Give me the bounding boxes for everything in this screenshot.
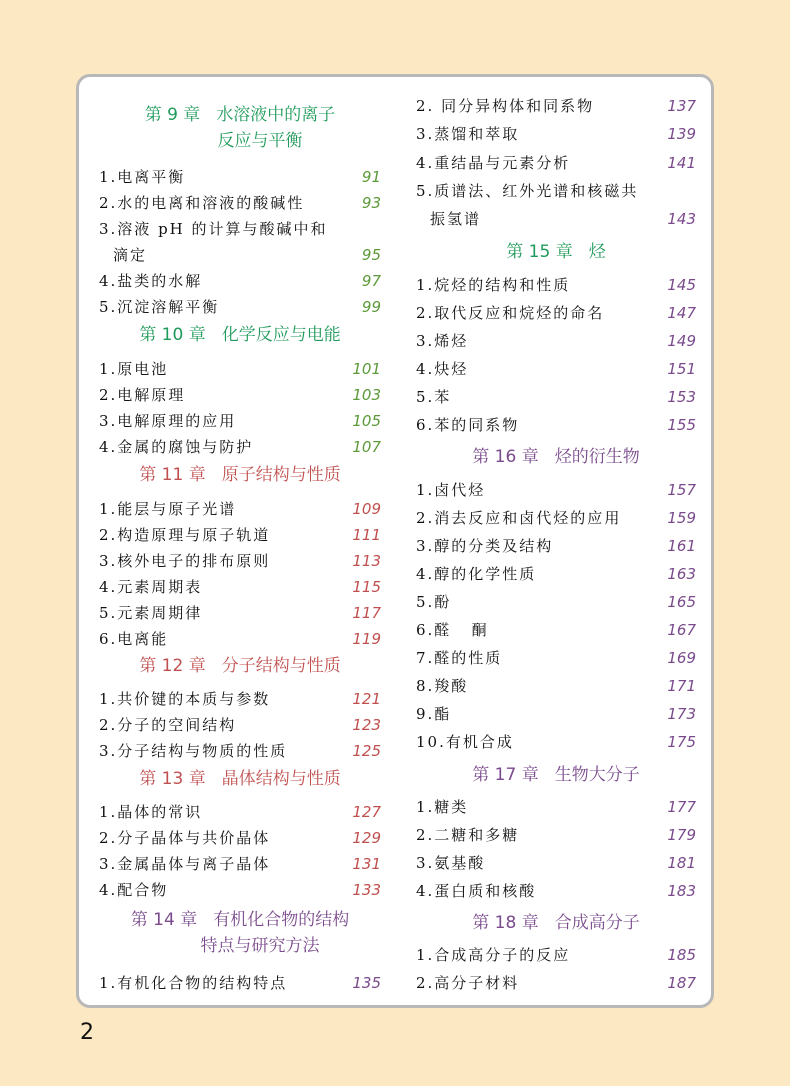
entry-title: 2.分子晶体与共价晶体 bbox=[99, 829, 271, 847]
toc-entry[interactable] bbox=[416, 273, 696, 297]
toc-entry[interactable] bbox=[416, 646, 696, 670]
chapter-17-heading[interactable] bbox=[416, 762, 696, 788]
entry-page: 121 bbox=[352, 690, 381, 708]
toc-entry[interactable] bbox=[416, 385, 696, 409]
entry-page: 171 bbox=[667, 677, 696, 695]
entry-title: 2.取代反应和烷烃的命名 bbox=[416, 304, 605, 322]
entry-title: 4.醇的化学性质 bbox=[416, 565, 537, 583]
toc-entry[interactable] bbox=[416, 943, 696, 967]
entry-page: 187 bbox=[667, 974, 696, 992]
entry-title: 2.消去反应和卤代烃的应用 bbox=[416, 509, 622, 527]
toc-entry[interactable] bbox=[99, 497, 381, 521]
entry-page: 93 bbox=[361, 194, 381, 212]
entry-title: 滴定 bbox=[113, 246, 148, 264]
entry-page: 161 bbox=[667, 537, 696, 555]
entry-page: 105 bbox=[352, 412, 381, 430]
chapter-title: 烃 bbox=[588, 242, 606, 262]
entry-page: 153 bbox=[667, 388, 696, 406]
entry-page: 133 bbox=[352, 881, 381, 899]
chapter-9-heading[interactable] bbox=[99, 102, 381, 154]
entry-page: 123 bbox=[352, 716, 381, 734]
toc-entry[interactable] bbox=[99, 217, 381, 241]
entry-title: 振氢谱 bbox=[430, 210, 482, 228]
entry-page: 143 bbox=[667, 210, 696, 228]
entry-title: 5.质谱法、红外光谱和核磁共 bbox=[416, 182, 639, 200]
toc-entry[interactable] bbox=[99, 383, 381, 407]
entry-page: 135 bbox=[352, 974, 381, 992]
toc-entry[interactable] bbox=[416, 534, 696, 558]
chapter-number: 第 15 章 bbox=[506, 242, 573, 262]
entry-title: 5.元素周期律 bbox=[99, 604, 203, 622]
chapter-number: 第 12 章 bbox=[139, 656, 206, 676]
entry-page: 109 bbox=[352, 500, 381, 518]
toc-entry[interactable] bbox=[99, 523, 381, 547]
toc-entry[interactable] bbox=[99, 165, 381, 189]
toc-entry[interactable] bbox=[99, 800, 381, 824]
entry-page: 91 bbox=[361, 168, 381, 186]
entry-title: 3.烯烃 bbox=[416, 332, 469, 350]
toc-entry[interactable] bbox=[416, 795, 696, 819]
toc-entry[interactable] bbox=[416, 179, 696, 203]
toc-entry[interactable] bbox=[99, 601, 381, 625]
toc-entry-continuation[interactable] bbox=[416, 207, 696, 231]
entry-page: 145 bbox=[667, 276, 696, 294]
entry-page: 165 bbox=[667, 593, 696, 611]
entry-title: 3.溶液 pH 的计算与酸碱中和 bbox=[99, 220, 328, 238]
toc-entry[interactable] bbox=[416, 478, 696, 502]
chapter-number: 第 11 章 bbox=[139, 465, 206, 485]
entry-page: 97 bbox=[361, 272, 381, 290]
entry-page: 151 bbox=[667, 360, 696, 378]
toc-entry[interactable] bbox=[99, 575, 381, 599]
entry-page: 147 bbox=[667, 304, 696, 322]
chapter-number: 第 9 章 bbox=[144, 105, 201, 125]
entry-title: 2. 同分异构体和同系物 bbox=[416, 97, 595, 115]
toc-entry[interactable] bbox=[416, 971, 696, 995]
chapter-number: 第 14 章 bbox=[130, 910, 198, 930]
chapter-number: 第 17 章 bbox=[472, 765, 539, 785]
entry-title: 6.苯的同系物 bbox=[416, 416, 520, 434]
entry-title: 3.金属晶体与离子晶体 bbox=[99, 855, 271, 873]
entry-title: 1.共价键的本质与参数 bbox=[99, 690, 271, 708]
entry-title: 3.蒸馏和萃取 bbox=[416, 125, 520, 143]
chapter-14-heading[interactable] bbox=[99, 907, 381, 959]
entry-page: 141 bbox=[667, 154, 696, 172]
entry-title: 5.沉淀溶解平衡 bbox=[99, 298, 220, 316]
chapter-title: 有机化合物的结构 bbox=[213, 910, 350, 930]
toc-entry[interactable] bbox=[416, 151, 696, 175]
toc-entry[interactable] bbox=[99, 713, 381, 737]
entry-title: 3.核外电子的排布原则 bbox=[99, 552, 271, 570]
toc-entry[interactable] bbox=[416, 618, 696, 642]
toc-entry[interactable] bbox=[99, 409, 381, 433]
entry-title: 4.重结晶与元素分析 bbox=[416, 154, 571, 172]
entry-title: 2.二糖和多糖 bbox=[416, 826, 520, 844]
entry-title: 2.分子的空间结构 bbox=[99, 716, 237, 734]
entry-title: 4.蛋白质和核酸 bbox=[416, 882, 537, 900]
entry-page: 167 bbox=[667, 621, 696, 639]
entry-page: 119 bbox=[352, 630, 381, 648]
entry-title: 9.酯 bbox=[416, 705, 452, 723]
chapter-16-heading[interactable] bbox=[416, 444, 696, 470]
entry-title: 1.原电池 bbox=[99, 360, 169, 378]
toc-card bbox=[76, 74, 714, 1008]
toc-entry[interactable] bbox=[416, 506, 696, 530]
entry-page: 95 bbox=[361, 246, 381, 264]
entry-title: 2.水的电离和溶液的酸碱性 bbox=[99, 194, 305, 212]
entry-title: 8.羧酸 bbox=[416, 677, 469, 695]
toc-entry[interactable] bbox=[416, 702, 696, 726]
entry-page: 173 bbox=[667, 705, 696, 723]
entry-page: 159 bbox=[667, 509, 696, 527]
entry-page: 137 bbox=[667, 97, 696, 115]
toc-entry[interactable] bbox=[416, 357, 696, 381]
entry-page: 115 bbox=[352, 578, 381, 596]
entry-page: 185 bbox=[667, 946, 696, 964]
entry-page: 127 bbox=[352, 803, 381, 821]
chapter-title: 烃的衍生物 bbox=[554, 447, 640, 467]
page-number: 2 bbox=[80, 1020, 94, 1045]
entry-page: 111 bbox=[352, 526, 381, 544]
chapter-title: 水溶液中的离子 bbox=[216, 105, 336, 125]
chapter-title-line2: 反应与平衡 bbox=[217, 131, 303, 151]
chapter-13-heading[interactable] bbox=[99, 766, 381, 792]
toc-entry[interactable] bbox=[416, 879, 696, 903]
entry-page: 149 bbox=[667, 332, 696, 350]
toc-entry[interactable] bbox=[99, 739, 381, 763]
toc-entry[interactable] bbox=[99, 549, 381, 573]
chapter-title: 晶体结构与性质 bbox=[221, 769, 341, 789]
toc-entry[interactable] bbox=[416, 851, 696, 875]
entry-title: 6.醛 酮 bbox=[416, 621, 489, 639]
chapter-number: 第 10 章 bbox=[139, 325, 206, 345]
entry-title: 4.金属的腐蚀与防护 bbox=[99, 438, 254, 456]
chapter-title: 化学反应与电能 bbox=[221, 325, 341, 345]
entry-title: 7.醛的性质 bbox=[416, 649, 503, 667]
chapter-title: 合成高分子 bbox=[554, 913, 640, 933]
toc-entry[interactable] bbox=[99, 435, 381, 459]
toc-entry[interactable] bbox=[99, 357, 381, 381]
chapter-10-heading[interactable] bbox=[99, 322, 381, 348]
entry-title: 1.卤代烃 bbox=[416, 481, 486, 499]
entry-page: 107 bbox=[352, 438, 381, 456]
toc-entry[interactable] bbox=[416, 94, 696, 118]
entry-title: 4.炔烃 bbox=[416, 360, 469, 378]
chapter-12-heading[interactable] bbox=[99, 653, 381, 679]
entry-page: 99 bbox=[361, 298, 381, 316]
chapter-title: 生物大分子 bbox=[554, 765, 640, 785]
toc-entry[interactable] bbox=[99, 295, 381, 319]
entry-page: 163 bbox=[667, 565, 696, 583]
chapter-title-line2: 特点与研究方法 bbox=[200, 936, 320, 956]
entry-page: 139 bbox=[667, 125, 696, 143]
entry-title: 3.分子结构与物质的性质 bbox=[99, 742, 288, 760]
entry-title: 2.电解原理 bbox=[99, 386, 186, 404]
chapter-title: 原子结构与性质 bbox=[221, 465, 341, 485]
toc-entry[interactable] bbox=[99, 627, 381, 651]
chapter-number: 第 18 章 bbox=[472, 913, 539, 933]
entry-title: 3.醇的分类及结构 bbox=[416, 537, 554, 555]
toc-entry[interactable] bbox=[99, 191, 381, 215]
entry-title: 1.能层与原子光谱 bbox=[99, 500, 237, 518]
entry-title: 4.盐类的水解 bbox=[99, 272, 203, 290]
entry-page: 169 bbox=[667, 649, 696, 667]
toc-entry[interactable] bbox=[416, 823, 696, 847]
toc-entry[interactable] bbox=[416, 122, 696, 146]
chapter-title: 分子结构与性质 bbox=[221, 656, 341, 676]
entry-page: 117 bbox=[352, 604, 381, 622]
toc-entry[interactable] bbox=[99, 971, 381, 995]
chapter-18-heading[interactable] bbox=[416, 910, 696, 936]
entry-page: 157 bbox=[667, 481, 696, 499]
toc-entry[interactable] bbox=[99, 826, 381, 850]
entry-title: 5.苯 bbox=[416, 388, 452, 406]
entry-page: 175 bbox=[667, 733, 696, 751]
entry-title: 6.电离能 bbox=[99, 630, 169, 648]
toc-entry[interactable] bbox=[416, 590, 696, 614]
entry-title: 2.构造原理与原子轨道 bbox=[99, 526, 271, 544]
entry-page: 155 bbox=[667, 416, 696, 434]
entry-page: 131 bbox=[352, 855, 381, 873]
toc-entry[interactable] bbox=[99, 878, 381, 902]
entry-title: 5.酚 bbox=[416, 593, 452, 611]
toc-entry[interactable] bbox=[416, 413, 696, 437]
entry-title: 4.元素周期表 bbox=[99, 578, 203, 596]
chapter-number: 第 16 章 bbox=[472, 447, 539, 467]
entry-title: 1.有机化合物的结构特点 bbox=[99, 974, 288, 992]
entry-title: 3.电解原理的应用 bbox=[99, 412, 237, 430]
entry-title: 4.配合物 bbox=[99, 881, 169, 899]
entry-page: 103 bbox=[352, 386, 381, 404]
toc-entry[interactable] bbox=[416, 329, 696, 353]
entry-title: 3.氨基酸 bbox=[416, 854, 486, 872]
entry-title: 2.高分子材料 bbox=[416, 974, 520, 992]
toc-entry[interactable] bbox=[416, 562, 696, 586]
entry-page: 181 bbox=[667, 854, 696, 872]
entry-title: 1.晶体的常识 bbox=[99, 803, 203, 821]
entry-page: 125 bbox=[352, 742, 381, 760]
entry-title: 1.合成高分子的反应 bbox=[416, 946, 571, 964]
chapter-11-heading[interactable] bbox=[99, 462, 381, 488]
entry-title: 10.有机合成 bbox=[416, 733, 514, 751]
entry-page: 183 bbox=[667, 882, 696, 900]
chapter-number: 第 13 章 bbox=[139, 769, 206, 789]
entry-page: 177 bbox=[667, 798, 696, 816]
chapter-15-heading[interactable] bbox=[416, 239, 696, 265]
entry-page: 113 bbox=[352, 552, 381, 570]
entry-title: 1.电离平衡 bbox=[99, 168, 186, 186]
entry-page: 101 bbox=[352, 360, 381, 378]
toc-entry[interactable] bbox=[416, 301, 696, 325]
toc-entry[interactable] bbox=[416, 674, 696, 698]
entry-title: 1.糖类 bbox=[416, 798, 469, 816]
toc-entry[interactable] bbox=[416, 730, 696, 754]
entry-page: 179 bbox=[667, 826, 696, 844]
toc-entry-continuation[interactable] bbox=[99, 243, 381, 267]
entry-page: 129 bbox=[352, 829, 381, 847]
toc-entry[interactable] bbox=[99, 269, 381, 293]
toc-entry[interactable] bbox=[99, 852, 381, 876]
toc-entry[interactable] bbox=[99, 687, 381, 711]
entry-title: 1.烷烃的结构和性质 bbox=[416, 276, 571, 294]
